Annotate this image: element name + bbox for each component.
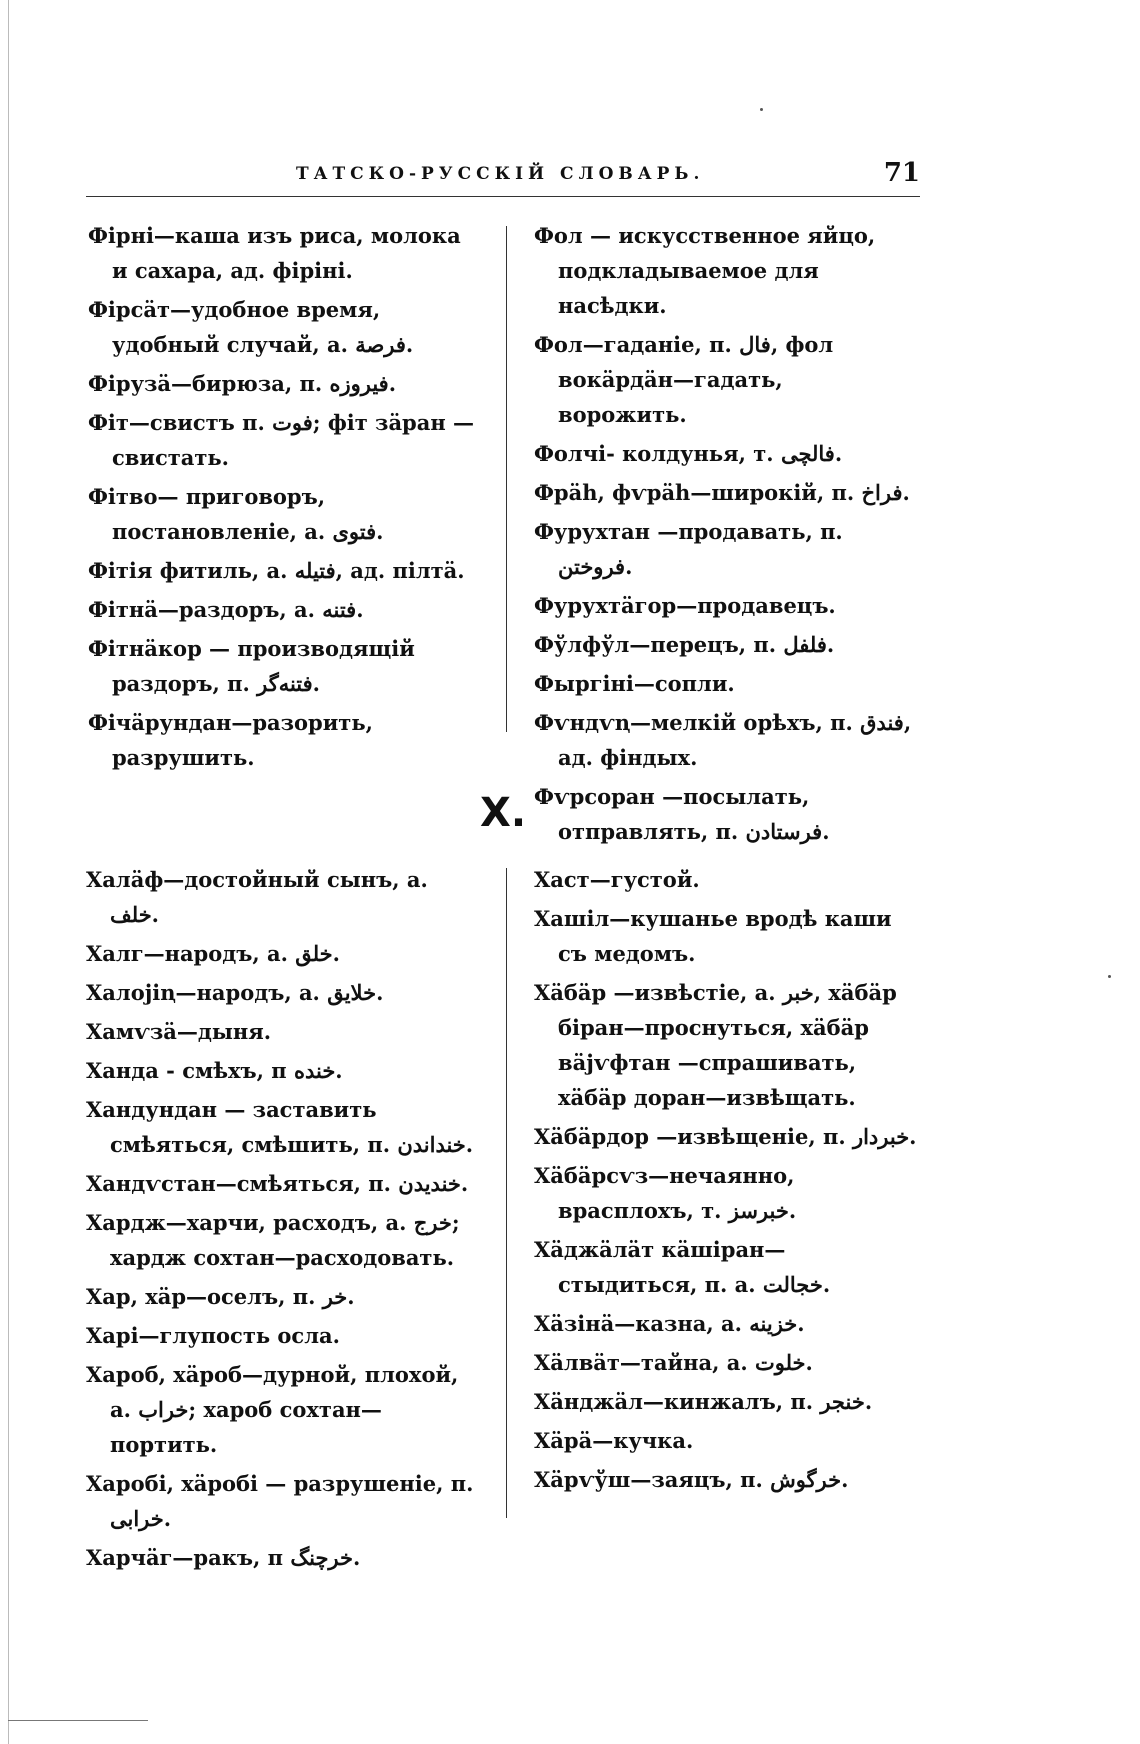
dictionary-entry: Хäнджäл—кинжалъ, п. خنجر.	[534, 1389, 873, 1414]
dictionary-entry: Харчäг—ракъ, п خرچنگ.	[86, 1545, 361, 1570]
dictionary-entry: Хандѵстан—смѣяться, п. خنديدن.	[86, 1171, 469, 1196]
dictionary-entry: Халоjіꞑ—народъ, а. خلايق.	[86, 980, 384, 1005]
scan-speck	[760, 108, 763, 111]
dictionary-entry: Хамѵзä—дыня.	[86, 1019, 272, 1044]
page-number: 71	[883, 158, 920, 188]
dictionary-entry: Хароб, хäроб—дурной, плохой, а. خراب; хароб сохтан—портить.	[86, 1362, 459, 1457]
dictionary-entry: Хäрä—кучка.	[534, 1428, 694, 1453]
dictionary-entry: Фірузä—бирюза, п. فيروزه.	[88, 371, 397, 396]
dictionary-entry: Хашіл—кушанье вродѣ каши съ медомъ.	[534, 906, 892, 966]
page-header	[86, 160, 920, 197]
top-right-column	[534, 218, 918, 853]
dictionary-entry: Хäджäлäт кäшіран—стыдиться, п. а. خجالت.	[534, 1237, 831, 1297]
column-divider	[506, 868, 507, 1518]
dictionary-entry: Ханда - смѣхъ, п خنده.	[86, 1058, 343, 1083]
dictionary-entry: Хар, хäр—оселъ, п. خر.	[86, 1284, 355, 1309]
dictionary-entry: Фрäh, фѵрäh—широкій, п. فراخ.	[534, 480, 910, 505]
dictionary-entry: Фічäрундан—разорить, разрушить.	[88, 710, 373, 770]
dictionary-entry: Халг—народъ, а. خلق.	[86, 941, 340, 966]
bottom-left-column	[86, 862, 478, 1579]
bottom-right-column	[534, 862, 920, 1501]
dictionary-entry: Фол — искусственное яйцо, подкладываемое для насѣдки.	[534, 223, 876, 318]
section-letter: Х.	[480, 790, 527, 836]
dictionary-entry: Фѵндѵꞑ—мелкій орѣхъ, п. فندق, ад. фіндых.	[534, 710, 912, 770]
dictionary-entry: Фітія фитиль, а. فتيله, ад. пілтä.	[88, 558, 465, 583]
column-divider	[506, 226, 507, 732]
dictionary-entry: Харобі, хäробі — разрушеніе, п. خرابى.	[86, 1471, 474, 1531]
dictionary-entry: Хандундан — заставить смѣяться, смѣшить, п. خنداندن.	[86, 1097, 474, 1157]
dictionary-entry: Хäбäр —извѣстіе, а. خبر, хäбäр біран—проснуться, хäбäр вäjѵфтан —спрашивать, хäбäр доран—извѣщать.	[534, 980, 897, 1110]
scan-edge-line	[8, 1720, 148, 1721]
dictionary-entry: Хäбäрдор —извѣщеніе, п. خبردار.	[534, 1124, 917, 1149]
dictionary-entry: Хäлвäт—тайна, а. خلوت.	[534, 1350, 813, 1375]
dictionary-entry: Халäф—достойный сынъ, а. خلف.	[86, 867, 428, 927]
dictionary-entry: Фірні—каша изъ риса, молока и сахара, ад. фіріні.	[88, 223, 461, 283]
running-title: ТАТСКО-РУССКІЙ СЛОВАРЬ.	[296, 164, 705, 184]
dictionary-entry: Фуруxтäгор—продавецъ.	[534, 593, 836, 618]
dictionary-entry: Фітнäкор — производящій раздоръ, п. فتنه‌گر.	[88, 636, 415, 696]
dictionary-entry: Фуруxтан —продавать, п. فروختن.	[534, 519, 843, 579]
dictionary-entry: Харі—глупость осла.	[86, 1323, 340, 1348]
dictionary-entry: Хäрѵўш—заяцъ, п. خرگوش.	[534, 1467, 849, 1492]
dictionary-entry: Фолчі- колдунья, т. فالچى.	[534, 441, 843, 466]
scan-left-edge	[8, 0, 9, 1744]
dictionary-entry: Фўлфўл—перецъ, п. فلفل.	[534, 632, 835, 657]
dictionary-entry: Хäбäрсѵз—нечаянно, врасплохъ, т. خبرسز.	[534, 1163, 797, 1223]
dictionary-entry: Фыргіні—сопли.	[534, 671, 735, 696]
dictionary-entry: Фол—гаданіе, п. فال, фол вокäрдäн—гадать, ворожить.	[534, 332, 834, 427]
dictionary-entry: Фітво— приговоръ, постановленіе, а. فتوى.	[88, 484, 384, 544]
dictionary-entry: Хаст—густой.	[534, 867, 700, 892]
dictionary-entry: Хардж—харчи, расходъ, а. خرج; хардж сохтан—расходовать.	[86, 1210, 460, 1270]
dictionary-entry: Хäзінä—казна, а. خزينه.	[534, 1311, 805, 1336]
top-left-column	[88, 218, 478, 779]
dictionary-entry: Фіт—свистъ п. فوت; фіт зäран — свистать.	[88, 410, 475, 470]
dictionary-entry: Фітнä—раздоръ, а. فتنه.	[88, 597, 364, 622]
dictionary-entry: Фірсäт—удобное время, удобный случай, а. فرصة.	[88, 297, 414, 357]
scan-speck	[1108, 975, 1111, 978]
dictionary-entry: Фѵрсоран —посылать, отправлять, п. فرستادن.	[534, 784, 830, 844]
